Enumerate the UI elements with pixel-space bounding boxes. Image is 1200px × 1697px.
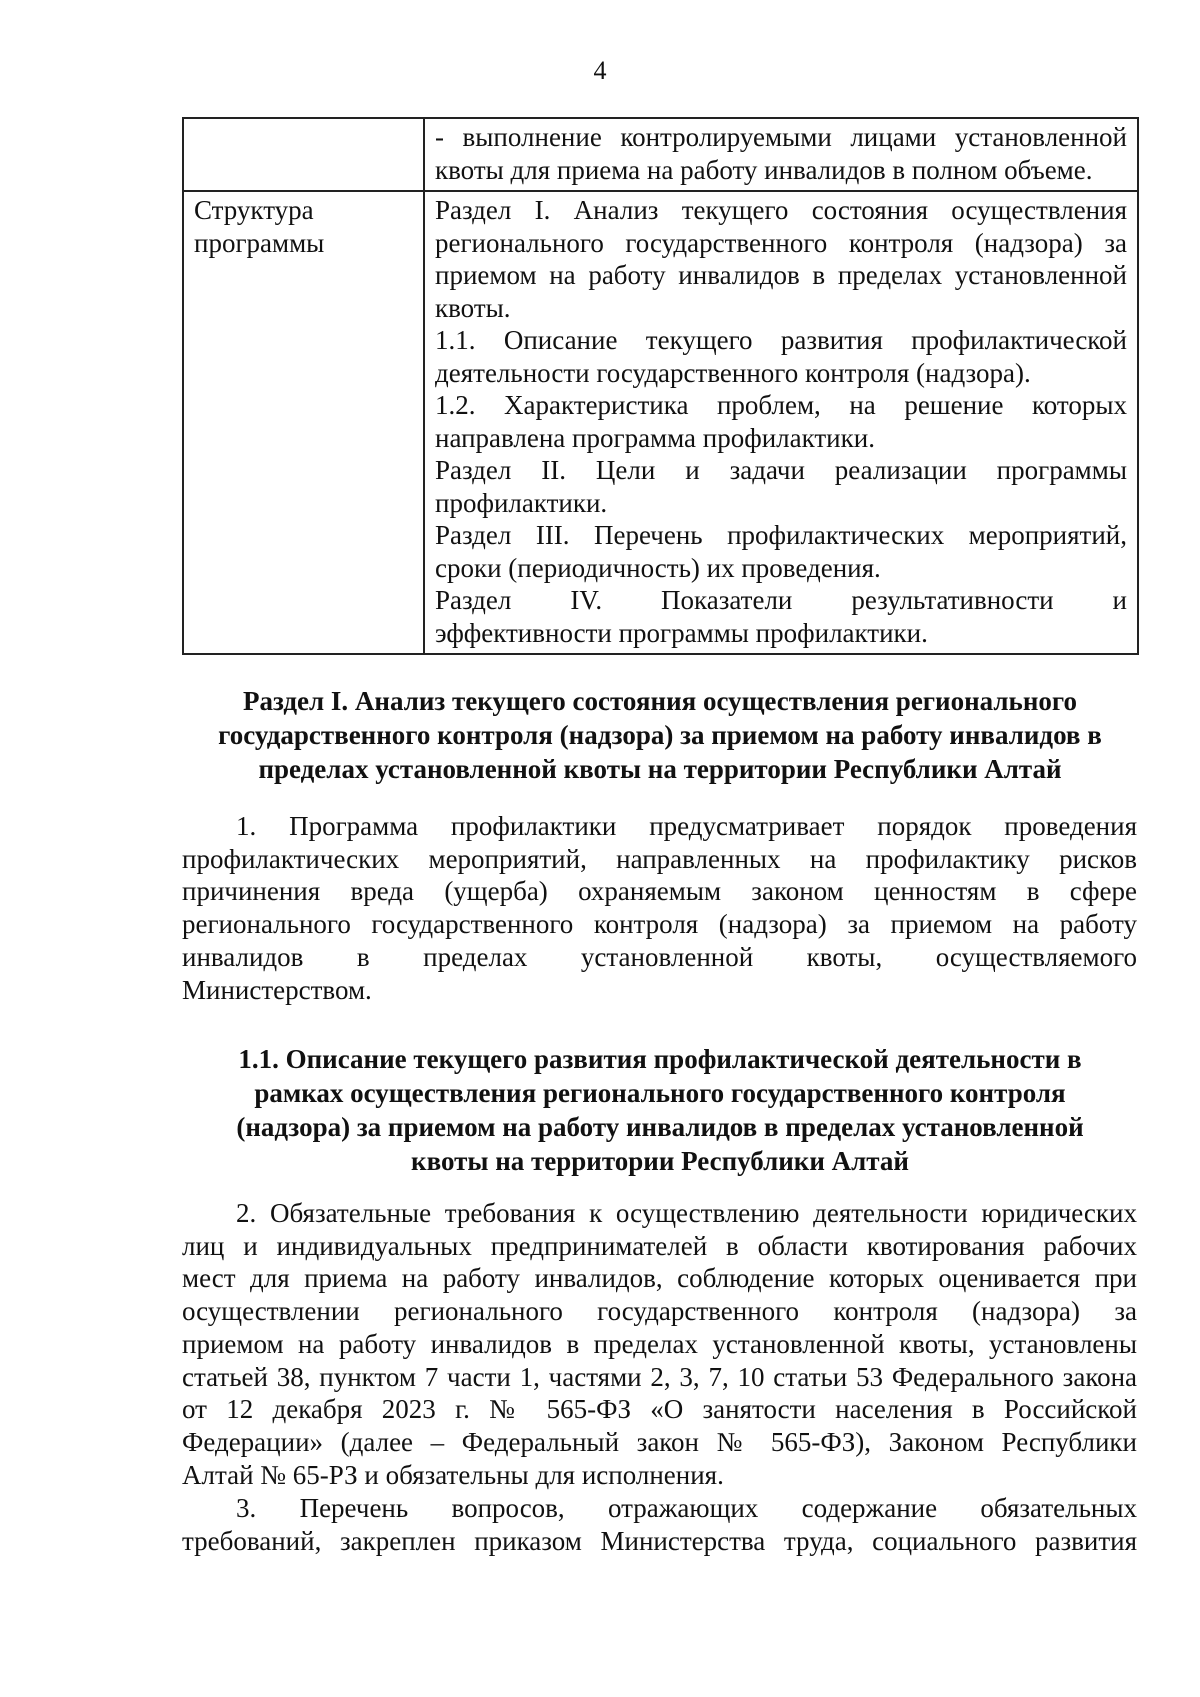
text-line: 2. Обязательные требования к осуществлению деятельности юридических (236, 1198, 1137, 1228)
text-line: мест для приема на работу инвалидов, соблюдение которых оценивается при (182, 1263, 1137, 1294)
text-line: профилактики. (435, 487, 608, 518)
text-line: квоты. (435, 292, 511, 323)
text-line: Федерации» (далее – Федеральный закон № 565-ФЗ), Законом Республики (182, 1426, 1137, 1457)
text-line: Структура (194, 195, 314, 225)
section-1-heading (150, 684, 1170, 786)
text-line: требований, закреплен приказом Министерства труда, социального развития (182, 1525, 1137, 1556)
text-line: сроки (периодичность) их проведения. (435, 552, 881, 583)
text-line: причинения вреда (ущерба) охраняемым законом ценностям в сфере (182, 876, 1137, 907)
text-line: Министерством. (182, 974, 372, 1005)
row2-label (194, 194, 413, 259)
text-line: приемом на работу инвалидов в пределах установленной (435, 260, 1127, 290)
text-line: инвалидов в пределах установленной квоты, осуществляемого (182, 941, 1137, 972)
heading-line: пределах установленной квоты на территории Республики Алтай (258, 754, 1062, 784)
paragraph-3 (182, 1492, 1137, 1557)
text-line: квоты для приема на работу инвалидов в полном объеме. (435, 154, 1093, 185)
heading-line: Раздел I. Анализ текущего состояния осуществления регионального (243, 686, 1077, 716)
row1-content (435, 121, 1127, 186)
heading-line: квоты на территории Республики Алтай (411, 1146, 909, 1176)
text-line: лиц и индивидуальных предпринимателей в области квотирования рабочих (182, 1230, 1137, 1261)
heading-line: 1.1. Описание текущего развития профилактической деятельности в (238, 1044, 1082, 1074)
text-line: 1.1. Описание текущего развития профилактической (435, 325, 1127, 355)
table-label-cell (183, 118, 424, 191)
text-line: регионального государственного контроля (надзора) за приемом на работу (182, 909, 1137, 940)
table-content-cell (424, 118, 1138, 191)
heading-line: государственного контроля (надзора) за приемом на работу инвалидов в (218, 720, 1102, 750)
text-line: Раздел III. Перечень профилактических мероприятий, (435, 520, 1127, 550)
text-line: статьей 38, пунктом 7 части 1, частями 2, 3, 7, 10 статьи 53 Федерального закона (182, 1361, 1137, 1392)
page-number: 4 (593, 56, 607, 85)
text-line: Алтай № 65-РЗ и обязательны для исполнения. (182, 1459, 724, 1490)
table-content-cell (424, 191, 1138, 654)
text-line: профилактических мероприятий, направленных на профилактику рисков (182, 843, 1137, 874)
text-line: направлена программа профилактики. (435, 422, 875, 453)
row2-content (435, 194, 1127, 649)
text-line: приемом на работу инвалидов в пределах установленной квоты, установлены (182, 1328, 1137, 1359)
text-line: от 12 декабря 2023 г. № 565-ФЗ «О занятости населения в Российской (182, 1394, 1137, 1425)
text-line: Раздел IV. Показатели результативности и (435, 585, 1127, 615)
text-line: эффективности программы профилактики. (435, 617, 928, 648)
text-line: осуществлении регионального государственного контроля (надзора) за (182, 1296, 1137, 1327)
text-line: программы (194, 227, 325, 258)
text-line: регионального государственного контроля (надзора) за (435, 227, 1127, 258)
text-line: 1.2. Характеристика проблем, на решение которых (435, 390, 1127, 420)
heading-line: (надзора) за приемом на работу инвалидов в пределах установленной (236, 1112, 1084, 1142)
text-line: Раздел I. Анализ текущего состояния осуществления (435, 195, 1127, 225)
program-passport-table (182, 117, 1139, 655)
table-label-cell (183, 191, 424, 654)
heading-line: рамках осуществления регионального государственного контроля (254, 1078, 1066, 1108)
subsection-1-1-heading (150, 1042, 1170, 1178)
text-line: - выполнение контролируемыми лицами установленной (435, 122, 1127, 152)
text-line: 3. Перечень вопросов, отражающих содержание обязательных (236, 1493, 1137, 1523)
paragraph-2 (182, 1197, 1137, 1491)
paragraph-1 (182, 810, 1137, 1006)
table-row (183, 191, 1138, 654)
table-row (183, 118, 1138, 191)
text-line: деятельности государственного контроля (надзора). (435, 357, 1031, 388)
text-line: 1. Программа профилактики предусматривает порядок проведения (236, 811, 1137, 841)
text-line: Раздел II. Цели и задачи реализации программы (435, 455, 1127, 485)
